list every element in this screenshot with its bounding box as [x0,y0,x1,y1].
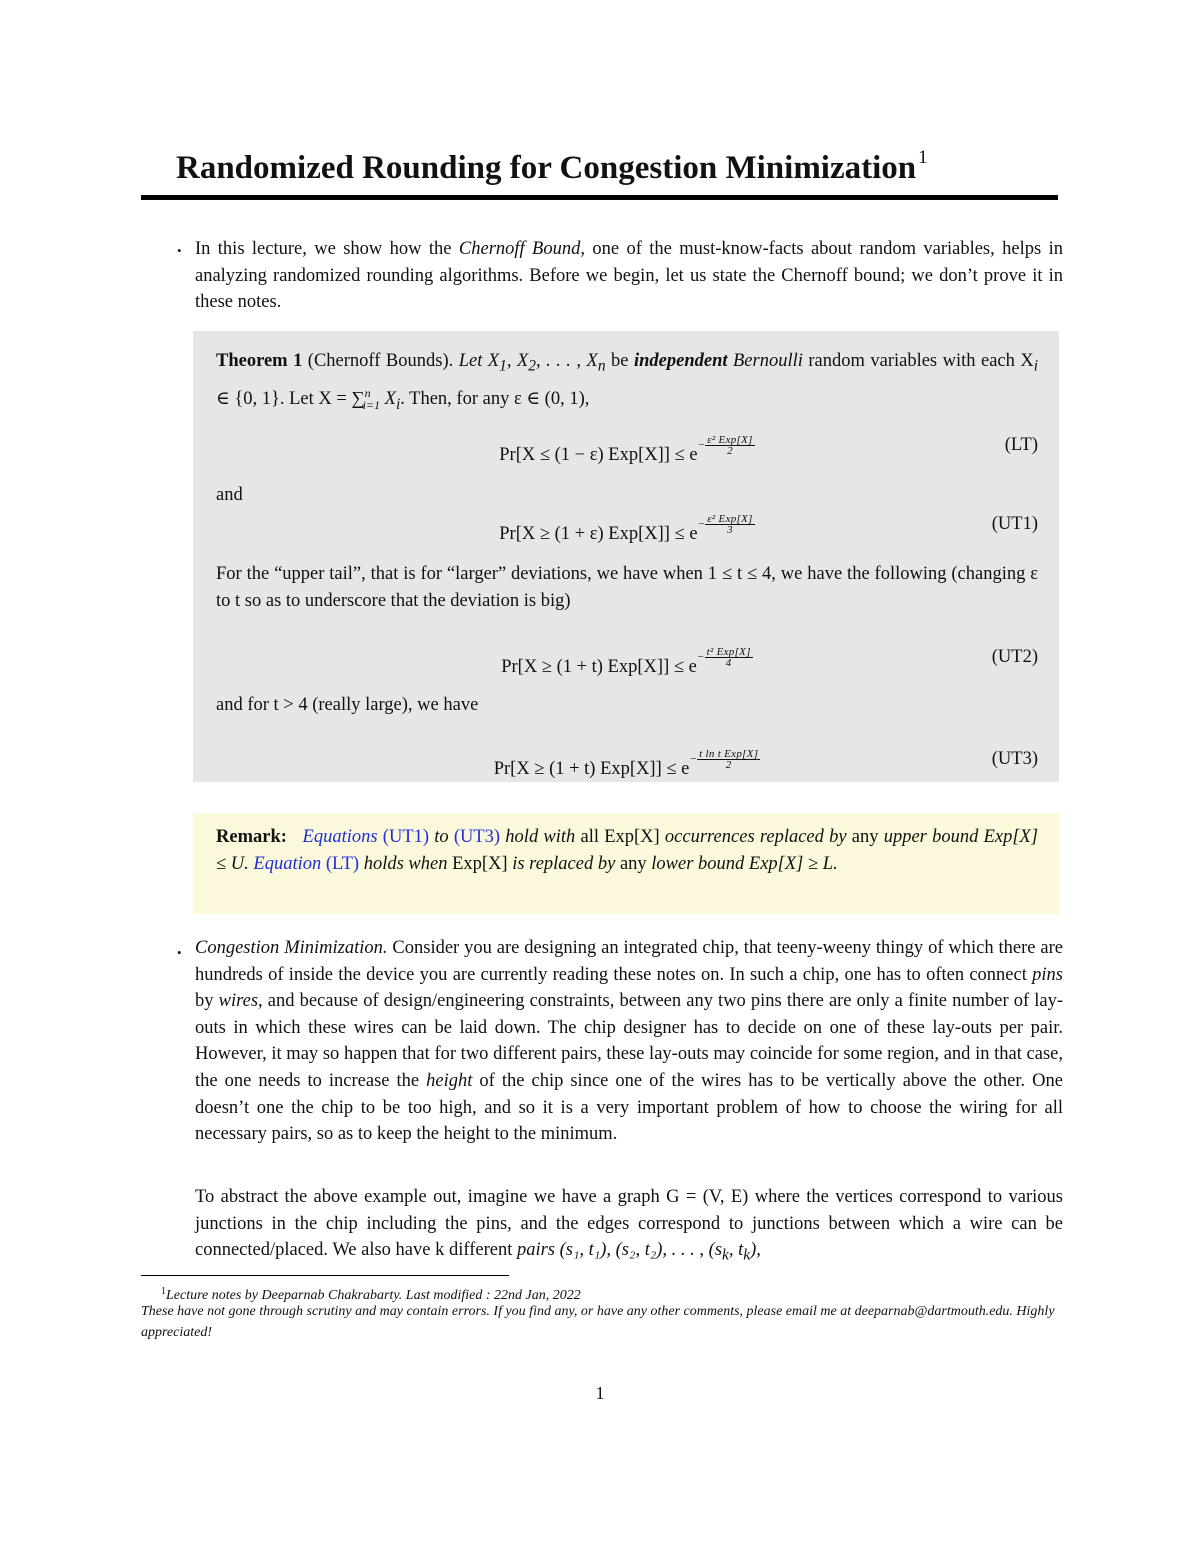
congestion-paragraph: Congestion Minimization. Consider you are designing an integrated chip, that teeny-weeny thingy of which there are hundreds of inside the device you are currently reading these notes on. In such a chip, one has to often connect pins by wires, and because of design/engineering constraints, between any two pins there are only a finite number of lay-outs in which these wires can be laid down. The chip designer has to decide on one of these lay-outs per pair. However, it may so happen that for two different pairs, these lay-outs may coincide for some region, and in that case, the one needs to increase the height of the chip since one of the wires has to be vertically above the other. One doesn’t one the chip to be too high, and so it is a very important problem of how to choose the wiring for all necessary pairs, so as to keep the height to the minimum. [195,938,1063,1145]
equation-ut3: Pr[X ≥ (1 + t) $Exp[X]] \le e^{- \frac{\text{t ln t Exp[X]}}{2}}$ (UT3) [493,747,1038,779]
large-deviation-text: and for t > 4 (really large), we have [216,695,479,715]
remark-link-equations[interactable]: Equations [302,827,378,847]
equation-tag-lt[interactable]: (LT) [1004,435,1038,455]
equation-tag-ut2[interactable]: (UT2) [991,647,1038,667]
equation-ut2: Pr[X ≥ (1 + t) $Exp[X]] \le e^{- \frac{\text{t² Exp[X]}}{4}}$ (UT2) [501,645,1038,677]
remark-link-equation[interactable]: Equation [253,853,322,874]
equation-lt: Pr[X ≤ (1 − ε) $Exp[X]] \le e^{- \frac{\text{ε² Exp[X]}}{2}}$ (LT) [499,433,1038,465]
title-rule [141,195,1058,200]
remark-text: Remark: Equations (UT1) to (UT3) hold with all Exp[X] occurrences replaced by any upper bound Exp[X] ≤ U. Equation (LT) holds when Exp[X] is replaced by any lower bound Exp[X] ≥ L. [216,827,1039,874]
footnote-rule [141,1275,509,1276]
equation-tag-ut1[interactable]: (UT1) [991,514,1038,534]
intro-paragraph: In this lecture, we show how the Chernoff Bound, one of the must-know-facts about random variables, helps in analyzing randomized rounding algorithms. Before we begin, let us state the Chernoff bound; we don’t prove it in these notes. [195,239,1063,313]
title-footnote-mark[interactable]: 1 [918,147,928,168]
page-title: Randomized Rounding for Congestion Minimization $^1$ [176,147,928,186]
bullet-icon: • [177,243,182,258]
remark-link-lt[interactable]: (LT) [325,853,360,874]
theorem-statement: Theorem 1 (Chernoff Bounds). Let $X_1$, $X_2$, . . . , $X_n$ be independent Bernoulli random variables with each $X_i$ ∈ {0, 1}. Let X = ∑$^n_{i=1}$ $X_i$. Then, for any ε ∈ (0, 1), [216,351,1038,414]
remark-link-ut3[interactable]: (UT3) [453,827,501,847]
abstraction-paragraph: To abstract the above example out, imagine we have a graph G = (V, E) where the vertices correspond to various junctions in the chip including the pins, and the edges correspond to junctions between which a wire can be connected/placed. We also have k different pairs (s₁, t₁), (s₂, t₂), . . . , ($s_k$, $t_k$), [195,1187,1063,1264]
theorem-and: and [216,485,243,505]
bullet-icon: • [177,945,182,960]
page-number: 1 [595,1383,605,1403]
equation-ut1: Pr[X ≥ (1 + ε) $Exp[X]] \le e^{- \frac{\text{ε² Exp[X]}}{3}}$ (UT1) [499,512,1038,544]
remark-link-ut1[interactable]: (UT1) [382,827,430,847]
footnote-line-1: $^1$Lecture notes by Deeparnab Chakrabarty. Last modified : 22nd Jan, 2022 [161,1286,581,1303]
upper-tail-text: For the “upper tail”, that is for “larger” deviations, we have when 1 ≤ t ≤ 4, we have the following (changing ε to t so as to underscore that the deviation is big) [216,564,1038,611]
footnote-line-2: These have not gone through scrutiny and may contain errors. If you find any, or have any other comments, please email me at deeparnab@dartmouth.edu. Highly appreciated! [141,1304,1055,1340]
equation-tag-ut3[interactable]: (UT3) [991,749,1038,769]
